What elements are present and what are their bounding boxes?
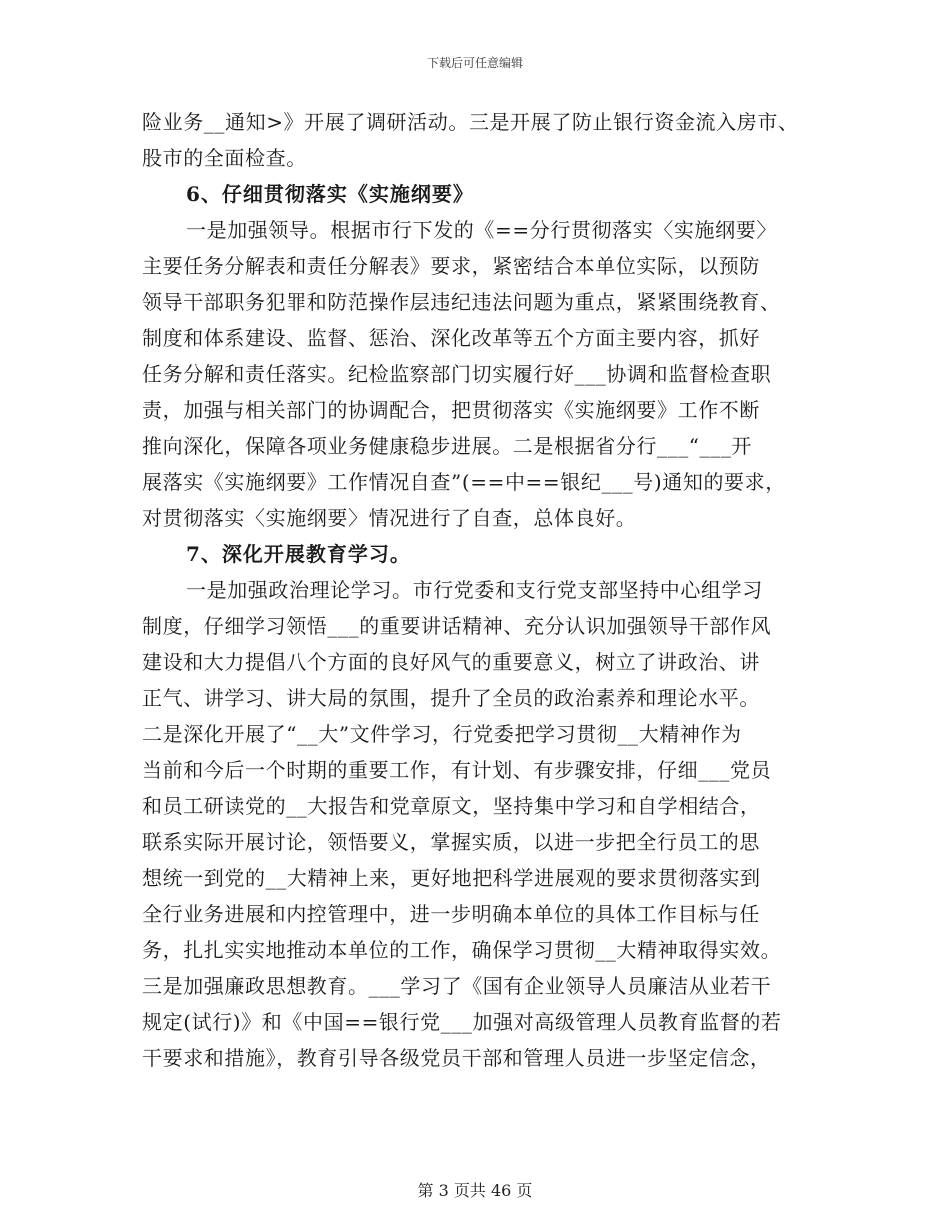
text-line: 主要任务分解表和责任分解表》要求，紧密结合本单位实际，以预防 — [142, 254, 760, 278]
section-heading: 6、仔细贯彻落实《实施纲要》 — [186, 182, 474, 206]
text-line: 三是加强廉政思想教育。___学习了《国有企业领导人员廉洁从业若干 — [142, 974, 772, 998]
text-line: 联系实际开展讨论，领悟要义，掌握实质，以进一步把全行员工的思 — [142, 830, 760, 854]
text-line: 推向深化，保障各项业务健康稳步进展。二是根据省分行___“___开 — [142, 434, 753, 458]
text-line: 制度和体系建设、监督、惩治、深化改革等五个方面主要内容，抓好 — [142, 326, 760, 350]
page-header: 下载后可任意编辑 — [426, 56, 523, 70]
text-line: 务，扎扎实实地推动本单位的工作，确保学习贯彻__大精神取得实效。 — [142, 938, 782, 962]
text-line: 制度，仔细学习领悟___的重要讲话精神、充分认识加强领导干部作风 — [142, 614, 772, 638]
text-line: 险业务__通知>》开展了调研活动。三是开展了防止银行资金流入房市、 — [142, 110, 799, 134]
text-line: 责，加强与相关部门的协调配合，把贯彻落实《实施纲要》工作不断 — [142, 398, 760, 422]
text-line: 任务分解和责任落实。纪检监察部门切实履行好___协调和监督检查职 — [142, 362, 772, 386]
text-line: 对贯彻落实〈实施纲要〉情况进行了自查，总体良好。 — [142, 506, 637, 530]
page-footer: 第 3 页共 46 页 — [417, 1181, 533, 1200]
text-line: 干要求和措施》，教育引导各级党员干部和管理人员进一步坚定信念， — [142, 1046, 771, 1070]
document-body — [142, 104, 814, 1076]
text-line: 想统一到党的__大精神上来，更好地把科学进展观的要求贯彻落实到 — [142, 866, 761, 890]
section-heading: 7、深化开展教育学习。 — [186, 542, 411, 566]
text-line: 二是深化开展了“__大”文件学习，行党委把学习贯彻__大精神作为 — [142, 722, 742, 746]
text-line: 规定(试行)》和《中国==银行党___加强对高级管理人员教育监督的若 — [142, 1010, 782, 1034]
text-line: 正气、讲学习、讲大局的氛围，提升了全员的政治素养和理论水平。 — [142, 686, 760, 710]
text-line: 全行业务进展和内控管理中，进一步明确本单位的具体工作目标与任 — [142, 902, 760, 926]
text-line: 领导干部职务犯罪和防范操作层违纪违法问题为重点，紧紧围绕教育、 — [142, 290, 781, 314]
text-line: 和员工研读党的__大报告和党章原文，坚持集中学习和自学相结合， — [142, 794, 761, 818]
text-line: 一是加强领导。根据市行下发的《==分行贯彻落实〈实施纲要〉 — [186, 218, 777, 242]
text-line: 建设和大力提倡八个方面的良好风气的重要意义，树立了讲政治、讲 — [142, 650, 760, 674]
text-line: 一是加强政治理论学习。市行党委和支行党支部坚持中心组学习 — [186, 578, 763, 602]
text-line: 股市的全面检查。 — [142, 146, 307, 170]
text-line: 展落实《实施纲要》工作情况自查”(==中==银纪___号)通知的要求， — [142, 470, 786, 494]
text-line: 当前和今后一个时期的重要工作，有计划、有步骤安排，仔细___党员 — [142, 758, 772, 782]
